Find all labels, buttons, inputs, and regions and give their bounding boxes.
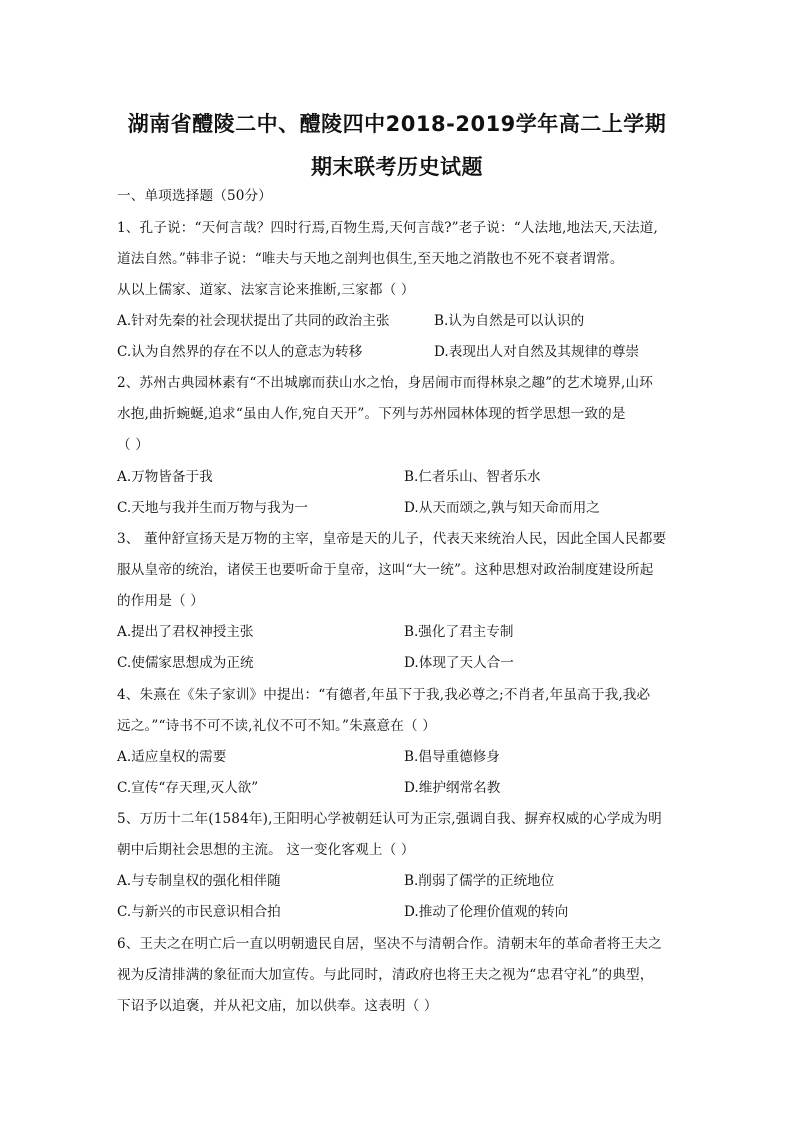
question-1-option-a: A.针对先秦的社会现状提出了共同的政治主张 bbox=[117, 313, 390, 329]
question-4-line-1: 4、朱熹在《朱子家训》中提出：“有德者,年虽下于我,我必尊之;不肖者,年虽高于我,我必 bbox=[117, 687, 651, 703]
question-3-option-a: A.提出了君权神授主张 bbox=[117, 624, 254, 640]
question-4-line-2: 远之。”“诗书不可不读,礼仪不可不知。”朱熹意在（ ） bbox=[117, 718, 437, 734]
question-3-line-1: 3、 董仲舒宣扬天是万物的主宰，皇帝是天的儿子，代表天来统治人民，因此全国人民都要 bbox=[117, 531, 667, 547]
question-1-option-b: B.认为自然是可以认识的 bbox=[434, 313, 585, 329]
question-3-line-3: 的作用是（ ） bbox=[117, 593, 204, 609]
question-6-line-3: 下诏予以追褒，并从祀文庙，加以供奉。这表明（ ） bbox=[117, 998, 438, 1014]
question-6-line-1: 6、王夫之在明亡后一直以明朝遗民自居，坚决不与清朝合作。清朝末年的革命者将王夫之 bbox=[117, 936, 662, 952]
question-2-option-d: D.从天而颂之,孰与知天命而用之 bbox=[404, 500, 600, 516]
question-4-option-d: D.维护纲常名教 bbox=[404, 780, 501, 796]
question-3-option-b: B.强化了君主专制 bbox=[404, 624, 514, 640]
question-4-option-a: A.适应皇权的需要 bbox=[117, 749, 227, 765]
question-5-line-1: 5、万历十二年(1584年),王阳明心学被朝廷认可为正宗,强调自我、摒弃权威的心学成为明 bbox=[117, 811, 662, 827]
exam-title-line-2: 期末联考历史试题 bbox=[311, 155, 483, 179]
question-5-option-a: A.与专制皇权的强化相伴随 bbox=[117, 873, 281, 889]
question-1-option-c: C.认为自然界的存在不以人的意志为转移 bbox=[117, 344, 363, 360]
question-3-option-d: D.体现了天人合一 bbox=[404, 655, 514, 671]
question-3-line-2: 服从皇帝的统治，诸侯王也要听命于皇帝，这叫“大一统”。这种思想对政治制度建设所起 bbox=[117, 562, 654, 578]
question-2-line-1: 2、苏州古典园林素有“不出城廓而获山水之怡，身居闹市而得林泉之趣”的艺术境界,山环 bbox=[117, 375, 653, 391]
question-1-line-2: 道法自然。”韩非子说：“唯夫与天地之剖判也俱生,至天地之消散也不死不衰者谓常。 bbox=[117, 251, 624, 267]
question-5-option-b: B.削弱了儒学的正统地位 bbox=[404, 873, 555, 889]
question-4-option-c: C.宣传“存天理,灭人欲” bbox=[117, 780, 259, 796]
question-1-option-d: D.表现出人对自然及其规律的尊崇 bbox=[434, 344, 640, 360]
exam-title-line-1: 湖南省醴陵二中、醴陵四中2018-2019学年高二上学期 bbox=[127, 112, 667, 136]
question-2-option-a: A.万物皆备于我 bbox=[117, 469, 213, 485]
question-2-option-c: C.天地与我并生而万物与我为一 bbox=[117, 500, 308, 516]
question-5-line-2: 朝中后期社会思想的主流。 这一变化客观上（ ） bbox=[117, 842, 415, 858]
question-1-line-1: 1、孔子说：“天何言哉？四时行焉,百物生焉,天何言哉?”老子说：“人法地,地法天,天法道, bbox=[117, 220, 658, 236]
question-3-option-c: C.使儒家思想成为正统 bbox=[117, 655, 254, 671]
question-2-line-3: （ ） bbox=[117, 437, 149, 453]
question-6-line-2: 视为反清排满的象征而大加宣传。与此同时，清政府也将王夫之视为“忠君守礼”的典型， bbox=[117, 967, 654, 983]
question-4-option-b: B.倡导重德修身 bbox=[404, 749, 500, 765]
question-2-line-2: 水抱,曲折蜿蜒,追求“虽由人作,宛自天开”。下列与苏州园林体现的哲学思想一致的是 bbox=[117, 406, 626, 422]
question-1-line-3: 从以上儒家、道家、法家言论来推断,三家都（ ） bbox=[117, 282, 415, 298]
section-heading: 一、单项选择题（50分） bbox=[117, 188, 273, 204]
question-5-option-d: D.推动了伦理价值观的转向 bbox=[404, 904, 569, 920]
question-5-option-c: C.与新兴的市民意识相合拍 bbox=[117, 904, 281, 920]
question-2-option-b: B.仁者乐山、智者乐水 bbox=[404, 469, 541, 485]
